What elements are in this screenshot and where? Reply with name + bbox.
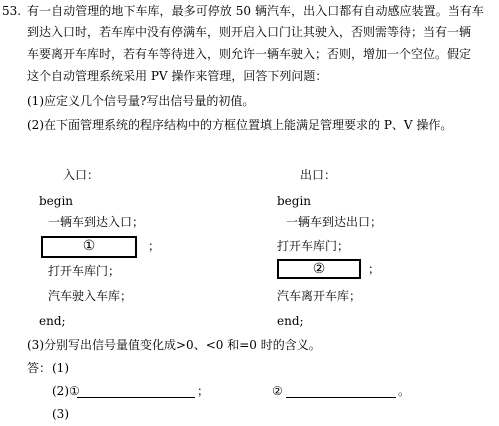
- answer-2-separator: ；: [197, 384, 210, 398]
- entry-statement-arrive: 一辆车到达入口；: [48, 215, 145, 229]
- question-1: (1)应定义几个信号量?写出信号量的初值。: [27, 94, 255, 108]
- answer-3: (3): [52, 407, 69, 421]
- exit-header: 出口：: [300, 168, 337, 182]
- answer-2-end: 。: [398, 384, 411, 398]
- exit-end: end;: [277, 314, 304, 328]
- exit-begin: begin: [277, 194, 312, 208]
- problem-line-1: 有一自动管理的地下车库，最多可停放 50 辆汽车，出入口都有自动感应装置。当有车: [27, 4, 484, 18]
- entry-statement-drive-in: 汽车驶入车库；: [48, 289, 133, 303]
- exit-answer-box: ②: [277, 259, 361, 279]
- answer-2-prefix: (2)①: [52, 384, 80, 398]
- problem-line-4: 这个自动管理系统采用 PV 操作来管理，回答下列问题：: [27, 69, 328, 83]
- exit-statement-open-door: 打开车库门；: [277, 239, 350, 253]
- answer-2-blank-1[interactable]: [77, 397, 195, 398]
- answer-1: (1): [52, 361, 69, 375]
- question-2: (2)在下面管理系统的程序结构中的方框位置填上能满足管理要求的 P、V 操作。: [27, 118, 453, 132]
- exit-box-semicolon: ；: [368, 262, 381, 276]
- exit-statement-leave: 汽车离开车库；: [277, 289, 362, 303]
- entry-box-semicolon: ；: [148, 239, 161, 253]
- entry-end: end;: [39, 314, 66, 328]
- entry-statement-open-door: 打开车库门；: [48, 264, 121, 278]
- question-3: (3)分别写出信号量值变化成>0、<0 和=0 时的含义。: [27, 338, 321, 352]
- entry-answer-box: ①: [41, 236, 137, 258]
- answer-2-second-label: ②: [272, 384, 283, 398]
- entry-header: 入口：: [63, 168, 100, 182]
- entry-begin: begin: [39, 194, 74, 208]
- problem-number: 53.: [2, 4, 22, 18]
- answer-label: 答：: [27, 361, 52, 375]
- answer-2-blank-2[interactable]: [286, 397, 396, 398]
- exit-statement-arrive: 一辆车到达出口；: [286, 215, 383, 229]
- problem-line-3: 车要离开车库时，若有车等待进入，则允许一辆车驶入；否则，增加一个空位。假定: [27, 47, 472, 61]
- problem-line-2: 到达入口时，若车库中没有停满车，则开启入口门让其驶入，否则需等待；当有一辆: [27, 25, 472, 39]
